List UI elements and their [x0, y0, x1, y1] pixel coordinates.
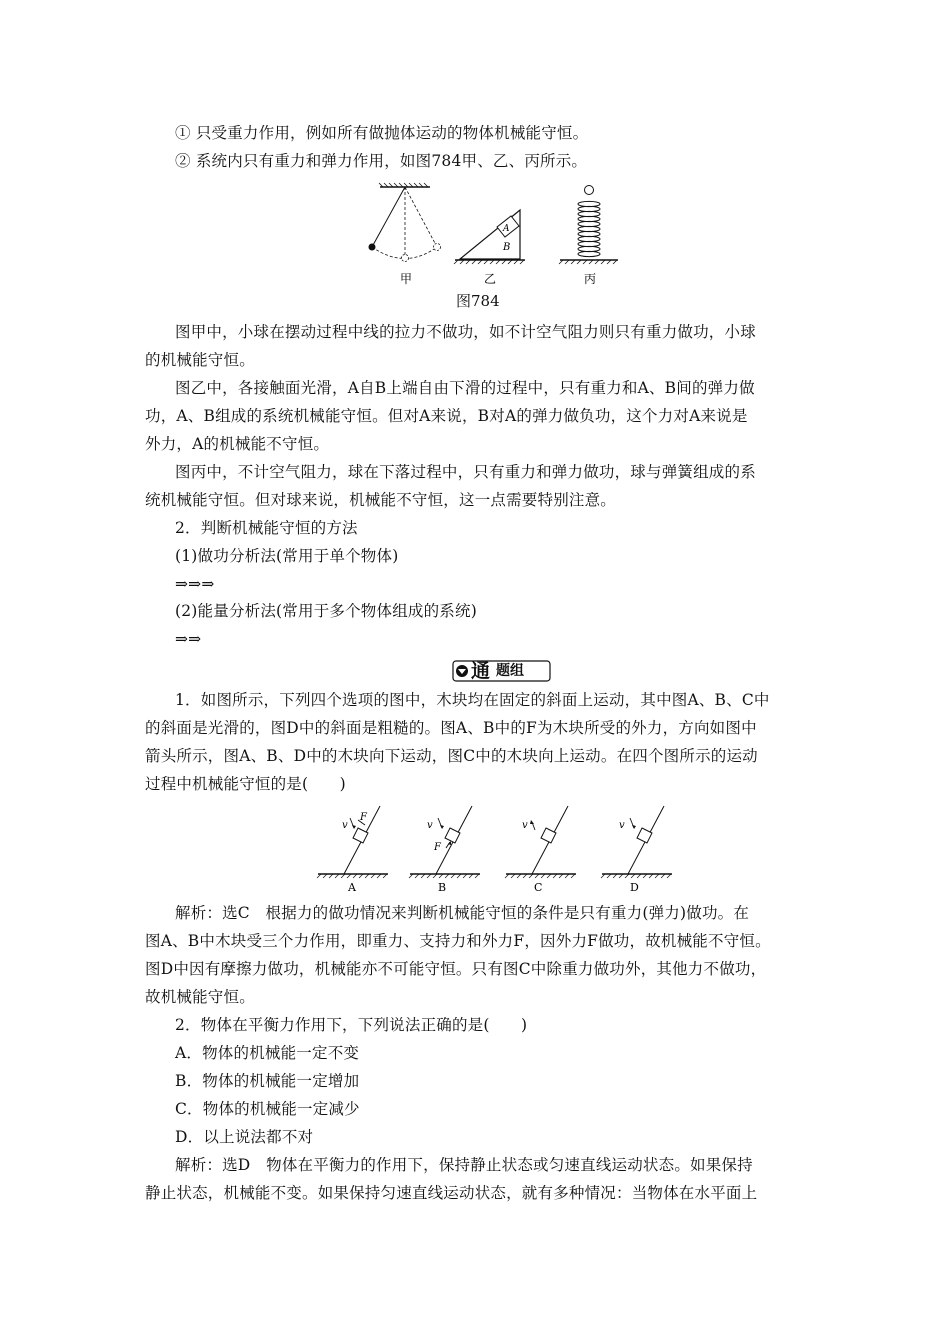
a2-line-1: 解析：选D 物体在平衡力的作用下，保持静止状态或匀速直线运动状态。如果保持 [175, 1156, 753, 1174]
label-bing: 丙 [584, 272, 597, 286]
incline-diagram [454, 210, 525, 286]
method-heading: 2．判断机械能守恒的方法 [175, 519, 358, 537]
method-2: (2)能量分析法(常用于多个物体组成的系统) [175, 602, 477, 620]
q1-d-label: D [630, 881, 639, 894]
q1-d-v: v [619, 820, 625, 831]
section-badge [452, 659, 552, 683]
a1-line-3: 图D中因有摩擦力做功，机械能亦不可能守恒。只有图C中除重力做功外，其他力不做功， [145, 960, 767, 978]
q1-figure-b [409, 806, 480, 894]
a2-line-2: 静止状态，机械能不变。如果保持匀速直线运动状态，就有多种情况：当物体在水平面上 [145, 1184, 758, 1202]
q1-a-f: F [360, 812, 367, 823]
intro-item-2: ② 系统内只有重力和弹力作用，如图784甲、乙、丙所示。 [175, 152, 588, 170]
para-yi-line-2: 功，A、B组成的系统机械能守恒。但对A来说，B对A的弹力做负功，这个力对A来说是 [145, 407, 748, 425]
method-1: (1)做功分析法(常用于单个物体) [175, 547, 399, 565]
q1-b-label: B [438, 881, 447, 894]
q1-figure-d [601, 806, 672, 894]
spring-diagram [559, 186, 618, 287]
q1-line-1: 1．如图所示，下列四个选项的图中，木块均在固定的斜面上运动，其中图A、B、C中 [175, 691, 770, 709]
q1-a-label: A [348, 881, 356, 894]
q1-line-2: 的斜面是光滑的，图D中的斜面是粗糙的。图A、B中的F为木块所受的外力，方向如图中 [145, 719, 757, 737]
pendulum-diagram [369, 183, 441, 286]
method-2-arrows: ⇒⇒ [175, 630, 202, 648]
q1-c-v: v [522, 820, 528, 831]
a1-line-1: 解析：选C 根据力的做功情况来判断机械能守恒的条件是只有重力(弹力)做功。在 [175, 904, 750, 922]
method-1-arrows: ⇒⇒⇒ [175, 575, 215, 593]
q1-line-3: 箭头所示，图A、B、D中的木块向下运动，图C中的木块向上运动。在四个图所示的运动 [145, 747, 758, 765]
q1-figures [310, 798, 680, 896]
para-yi-line-3: 外力，A的机械能不守恒。 [145, 435, 330, 453]
a1-line-2: 图A、B中木块受三个力作用，即重力、支持力和外力F，因外力F做功，故机械能不守恒。 [145, 932, 771, 950]
badge-big-text: 通 [471, 660, 491, 682]
label-jia: 甲 [400, 272, 413, 286]
intro-item-1: ① 只受重力作用，例如所有做抛体运动的物体机械能守恒。 [175, 124, 589, 142]
a1-line-4: 故机械能守恒。 [145, 988, 255, 1006]
figure-784-caption: 图784 [456, 292, 500, 310]
para-yi-line-1: 图乙中，各接触面光滑，A自B上端自由下滑的过程中，只有重力和A、B间的弹力做 [175, 379, 755, 397]
para-bing-line-2: 统机械能守恒。但对球来说，机械能不守恒，这一点需要特别注意。 [145, 491, 617, 509]
q2-option-a: A．物体的机械能一定不变 [175, 1044, 360, 1062]
q2-stem: 2．物体在平衡力作用下，下列说法正确的是( ) [175, 1016, 528, 1034]
block-b-label: B [503, 242, 511, 253]
q1-figure-a [317, 806, 388, 894]
q1-a-v: v [342, 820, 348, 831]
q1-line-4: 过程中机械能守恒的是( ) [145, 775, 346, 793]
q2-option-d: D．以上说法都不对 [175, 1128, 314, 1146]
para-jia-line-1: 图甲中，小球在摆动过程中线的拉力不做功，如不计空气阻力则只有重力做功，小球 [175, 323, 756, 341]
q1-b-f: F [434, 842, 441, 853]
para-bing-line-1: 图丙中，不计空气阻力，球在下落过程中，只有重力和弹力做功，球与弹簧组成的系 [175, 463, 756, 481]
q1-c-label: C [534, 881, 543, 894]
figure-784 [360, 180, 620, 290]
q1-b-v: v [427, 820, 433, 831]
q2-option-c: C．物体的机械能一定减少 [175, 1100, 360, 1118]
para-jia-line-2: 的机械能守恒。 [145, 351, 255, 369]
label-yi: 乙 [484, 272, 497, 286]
block-a-label: A [503, 224, 510, 234]
q2-option-b: B．物体的机械能一定增加 [175, 1072, 360, 1090]
q1-figure-c [505, 806, 576, 894]
badge-small-text: 题组 [496, 663, 524, 679]
